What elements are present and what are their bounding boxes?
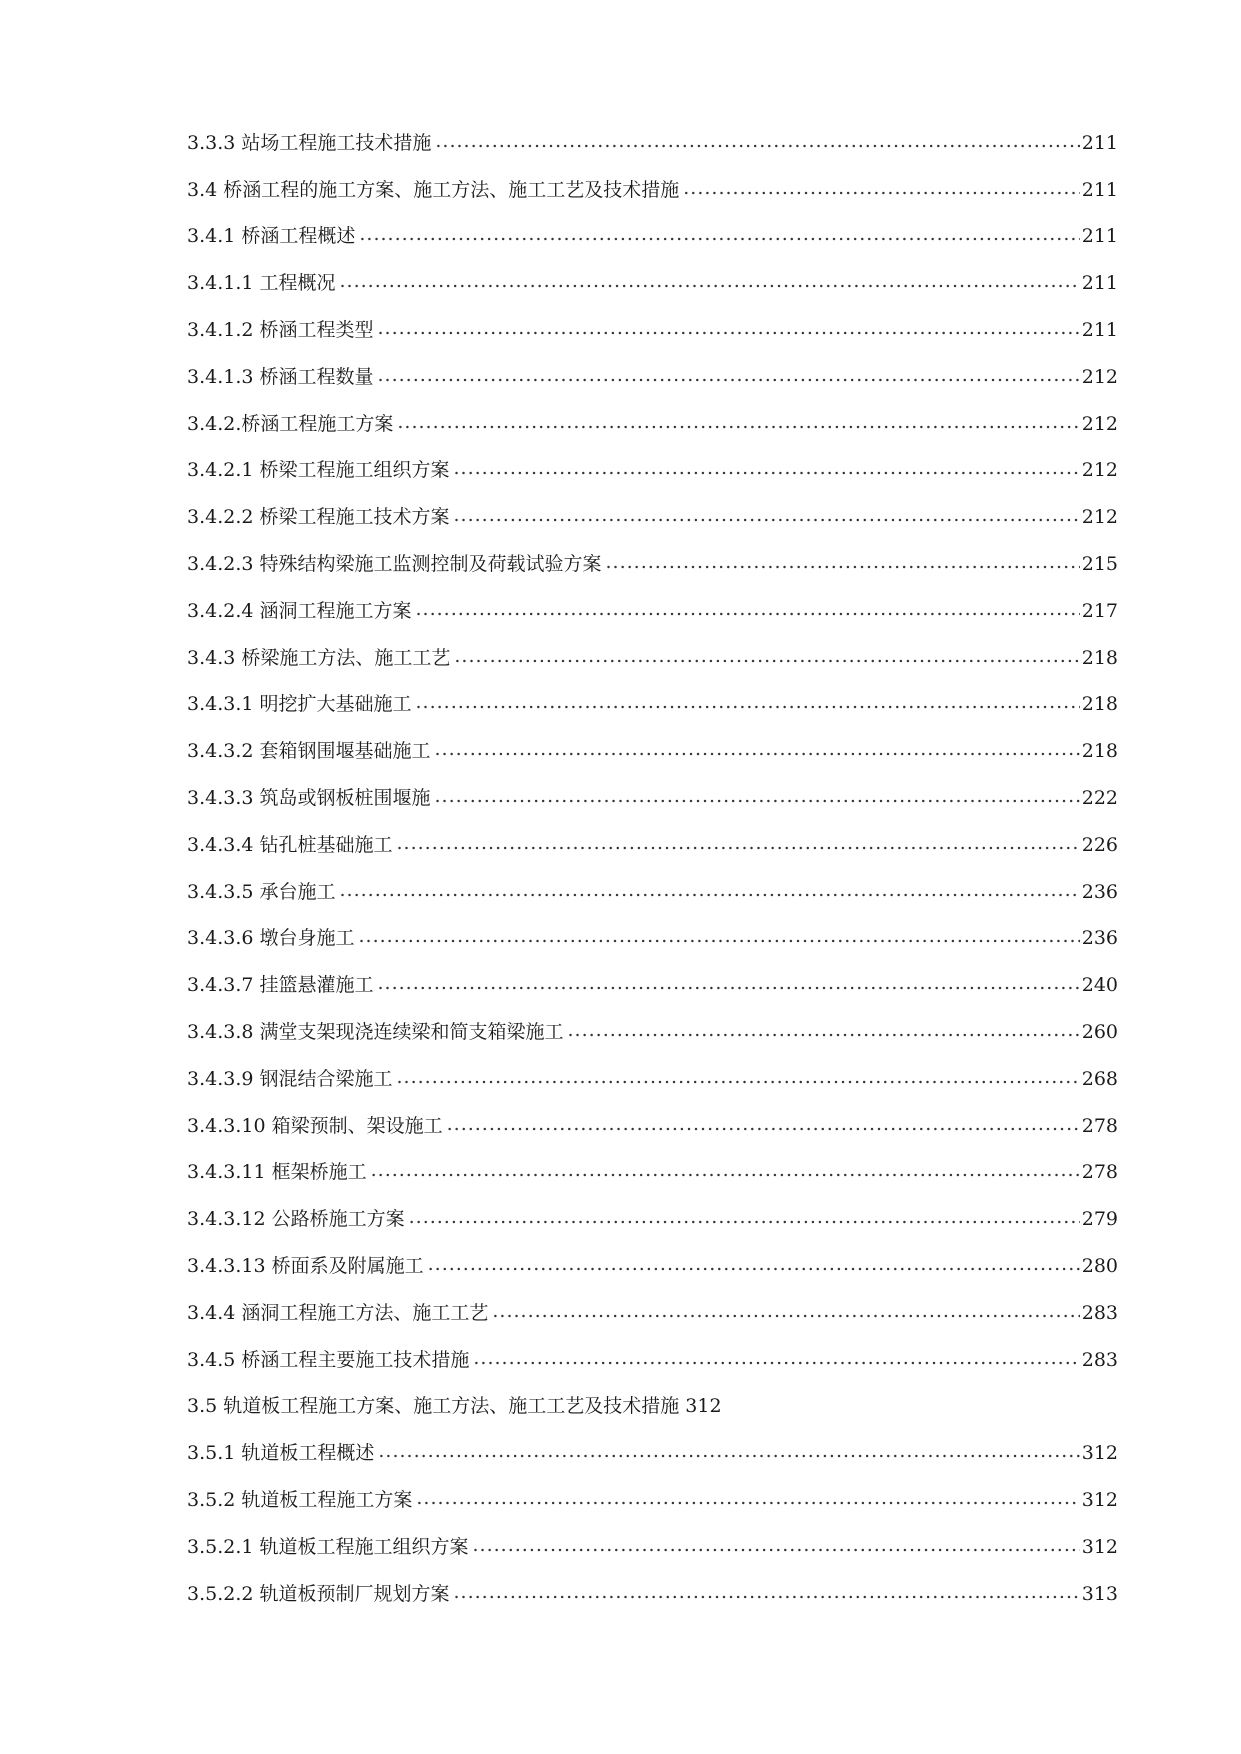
toc-entry-page: 313 [1081, 1582, 1118, 1605]
toc-leader-dots [397, 410, 1079, 434]
toc-entry[interactable] [187, 1465, 1118, 1512]
toc-leader-dots [409, 1205, 1080, 1229]
toc-leader-dots [359, 222, 1079, 246]
toc-entry-label: 3.4.2.4 涵洞工程施工方案 [187, 599, 412, 622]
toc-entry[interactable] [187, 529, 1118, 576]
toc-entry-page: 312 [1081, 1535, 1118, 1558]
toc-entry[interactable] [187, 857, 1118, 904]
toc-entry-label: 3.4.3.12 公路桥施工方案 [187, 1208, 405, 1231]
toc-entry-page: 260 [1081, 1020, 1118, 1043]
toc-entry[interactable] [187, 904, 1118, 951]
toc-entry-label: 3.4.1.1 工程概况 [187, 272, 336, 295]
table-of-contents [187, 108, 1118, 1606]
toc-leader-dots [378, 1439, 1079, 1463]
toc-entry-page: 211 [1081, 272, 1118, 295]
toc-entry-label: 3.3.3 站场工程施工技术措施 [187, 131, 432, 154]
toc-entry[interactable] [187, 295, 1118, 342]
toc-leader-dots [606, 550, 1080, 574]
toc-leader-dots [454, 503, 1080, 527]
toc-entry[interactable] [187, 108, 1118, 155]
toc-leader-dots [397, 831, 1080, 855]
toc-entry[interactable] [187, 623, 1118, 670]
toc-leader-dots [416, 597, 1080, 621]
toc-entry-page: 212 [1081, 412, 1118, 435]
toc-entry-label: 3.5.2.2 轨道板预制厂规划方案 [187, 1582, 450, 1605]
toc-entry-label: 3.4.3.11 框架桥施工 [187, 1161, 367, 1184]
toc-entry-label: 3.4 桥涵工程的施工方案、施工方法、施工工艺及技术措施 [187, 178, 680, 201]
toc-entry[interactable] [187, 763, 1118, 810]
toc-entry-page: 212 [1081, 506, 1118, 529]
toc-entry[interactable] [187, 202, 1118, 249]
toc-leader-dots [454, 456, 1080, 480]
toc-entry[interactable] [187, 1372, 1118, 1419]
toc-entry-label: 3.5 轨道板工程施工方案、施工方法、施工工艺及技术措施 312 [187, 1395, 722, 1418]
toc-entry-label: 3.5.2.1 轨道板工程施工组织方案 [187, 1535, 469, 1558]
toc-leader-dots [428, 1252, 1080, 1276]
toc-entry[interactable] [187, 1184, 1118, 1231]
toc-leader-dots [340, 878, 1080, 902]
toc-entry-page: 215 [1081, 552, 1118, 575]
toc-entry[interactable] [187, 576, 1118, 623]
toc-entry-page: 278 [1081, 1114, 1118, 1137]
toc-entry-page: 283 [1081, 1301, 1118, 1324]
toc-entry-page: 211 [1081, 225, 1118, 248]
toc-entry-page: 283 [1081, 1348, 1118, 1371]
toc-entry-label: 3.4.5 桥涵工程主要施工技术措施 [187, 1348, 470, 1371]
toc-entry-page: 211 [1081, 178, 1118, 201]
toc-entry[interactable] [187, 342, 1118, 389]
toc-entry-label: 3.4.1.2 桥涵工程类型 [187, 318, 374, 341]
toc-entry-page: 240 [1081, 974, 1118, 997]
toc-leader-dots [359, 924, 1080, 948]
toc-leader-dots [340, 269, 1080, 293]
toc-entry-label: 3.4.3.1 明挖扩大基础施工 [187, 693, 412, 716]
toc-entry-page: 279 [1081, 1208, 1118, 1231]
toc-entry-page: 226 [1081, 833, 1118, 856]
toc-entry-label: 3.4.3.6 墩台身施工 [187, 927, 355, 950]
toc-entry-page: 268 [1081, 1067, 1118, 1090]
toc-entry-label: 3.4.2.3 特殊结构梁施工监测控制及荷载试验方案 [187, 552, 602, 575]
toc-leader-dots [378, 363, 1080, 387]
toc-entry[interactable] [187, 1231, 1118, 1278]
toc-entry[interactable] [187, 248, 1118, 295]
toc-leader-dots [683, 176, 1079, 200]
toc-entry-label: 3.4.3.7 挂篮悬灌施工 [187, 974, 374, 997]
toc-entry[interactable] [187, 810, 1118, 857]
toc-entry-page: 218 [1081, 646, 1118, 669]
toc-entry[interactable] [187, 1325, 1118, 1372]
toc-leader-dots [568, 1018, 1080, 1042]
toc-entry-label: 3.5.2 轨道板工程施工方案 [187, 1488, 413, 1511]
toc-entry-label: 3.4.1.3 桥涵工程数量 [187, 365, 374, 388]
toc-entry-label: 3.4.3.4 钻孔桩基础施工 [187, 833, 393, 856]
toc-entry-label: 3.4.3.8 满堂支架现浇连续梁和简支箱梁施工 [187, 1020, 564, 1043]
toc-entry[interactable] [187, 716, 1118, 763]
toc-entry-label: 3.4.1 桥涵工程概述 [187, 225, 356, 248]
toc-entry-page: 222 [1081, 786, 1118, 809]
toc-entry-label: 3.4.3 桥梁施工方法、施工工艺 [187, 646, 451, 669]
toc-entry-label: 3.4.4 涵洞工程施工方法、施工工艺 [187, 1301, 489, 1324]
toc-leader-dots [397, 1065, 1080, 1089]
toc-entry-page: 217 [1081, 599, 1118, 622]
toc-entry-page: 212 [1081, 459, 1118, 482]
toc-leader-dots [492, 1299, 1079, 1323]
toc-leader-dots [447, 1112, 1080, 1136]
toc-leader-dots [454, 1580, 1080, 1604]
toc-entry[interactable] [187, 1091, 1118, 1138]
toc-leader-dots [378, 316, 1080, 340]
toc-entry[interactable] [187, 997, 1118, 1044]
toc-leader-dots [473, 1346, 1079, 1370]
toc-leader-dots [371, 1158, 1080, 1182]
toc-entry[interactable] [187, 1418, 1118, 1465]
toc-entry[interactable] [187, 1512, 1118, 1559]
toc-entry-page: 278 [1081, 1161, 1118, 1184]
toc-entry[interactable] [187, 389, 1118, 436]
toc-entry[interactable] [187, 1138, 1118, 1185]
toc-leader-dots [435, 129, 1079, 153]
toc-entry-page: 236 [1081, 880, 1118, 903]
toc-entry-label: 3.4.2.2 桥梁工程施工技术方案 [187, 506, 450, 529]
toc-entry-label: 3.4.3.9 钢混结合梁施工 [187, 1067, 393, 1090]
toc-leader-dots [435, 737, 1080, 761]
toc-entry-label: 3.4.3.3 筑岛或钢板桩围堰施 [187, 786, 431, 809]
toc-entry-page: 312 [1081, 1442, 1118, 1465]
toc-leader-dots [454, 644, 1079, 668]
toc-entry[interactable] [187, 155, 1118, 202]
toc-entry[interactable] [187, 436, 1118, 483]
toc-entry-label: 3.4.2.1 桥梁工程施工组织方案 [187, 459, 450, 482]
toc-entry-page: 212 [1081, 365, 1118, 388]
toc-entry[interactable] [187, 670, 1118, 717]
toc-entry-page: 218 [1081, 693, 1118, 716]
toc-entry-page: 211 [1081, 131, 1118, 154]
toc-entry[interactable] [187, 1044, 1118, 1091]
toc-entry-label: 3.4.3.13 桥面系及附属施工 [187, 1254, 424, 1277]
toc-leader-dots [473, 1533, 1080, 1557]
toc-entry-page: 211 [1081, 318, 1118, 341]
toc-entry-label: 3.4.2.桥涵工程施工方案 [187, 412, 394, 435]
toc-entry[interactable] [187, 1559, 1118, 1606]
toc-leader-dots [435, 784, 1080, 808]
toc-entry[interactable] [187, 482, 1118, 529]
toc-entry-label: 3.4.3.10 箱梁预制、架设施工 [187, 1114, 443, 1137]
toc-leader-dots [416, 690, 1080, 714]
toc-leader-dots [378, 971, 1080, 995]
toc-entry-page: 280 [1081, 1254, 1118, 1277]
toc-entry-label: 3.5.1 轨道板工程概述 [187, 1442, 375, 1465]
toc-entry[interactable] [187, 950, 1118, 997]
toc-entry-page: 236 [1081, 927, 1118, 950]
toc-entry-page: 218 [1081, 740, 1118, 763]
toc-entry[interactable] [187, 1278, 1118, 1325]
toc-leader-dots [416, 1486, 1079, 1510]
toc-entry-label: 3.4.3.5 承台施工 [187, 880, 336, 903]
toc-entry-label: 3.4.3.2 套箱钢围堰基础施工 [187, 740, 431, 763]
toc-entry-page: 312 [1081, 1488, 1118, 1511]
